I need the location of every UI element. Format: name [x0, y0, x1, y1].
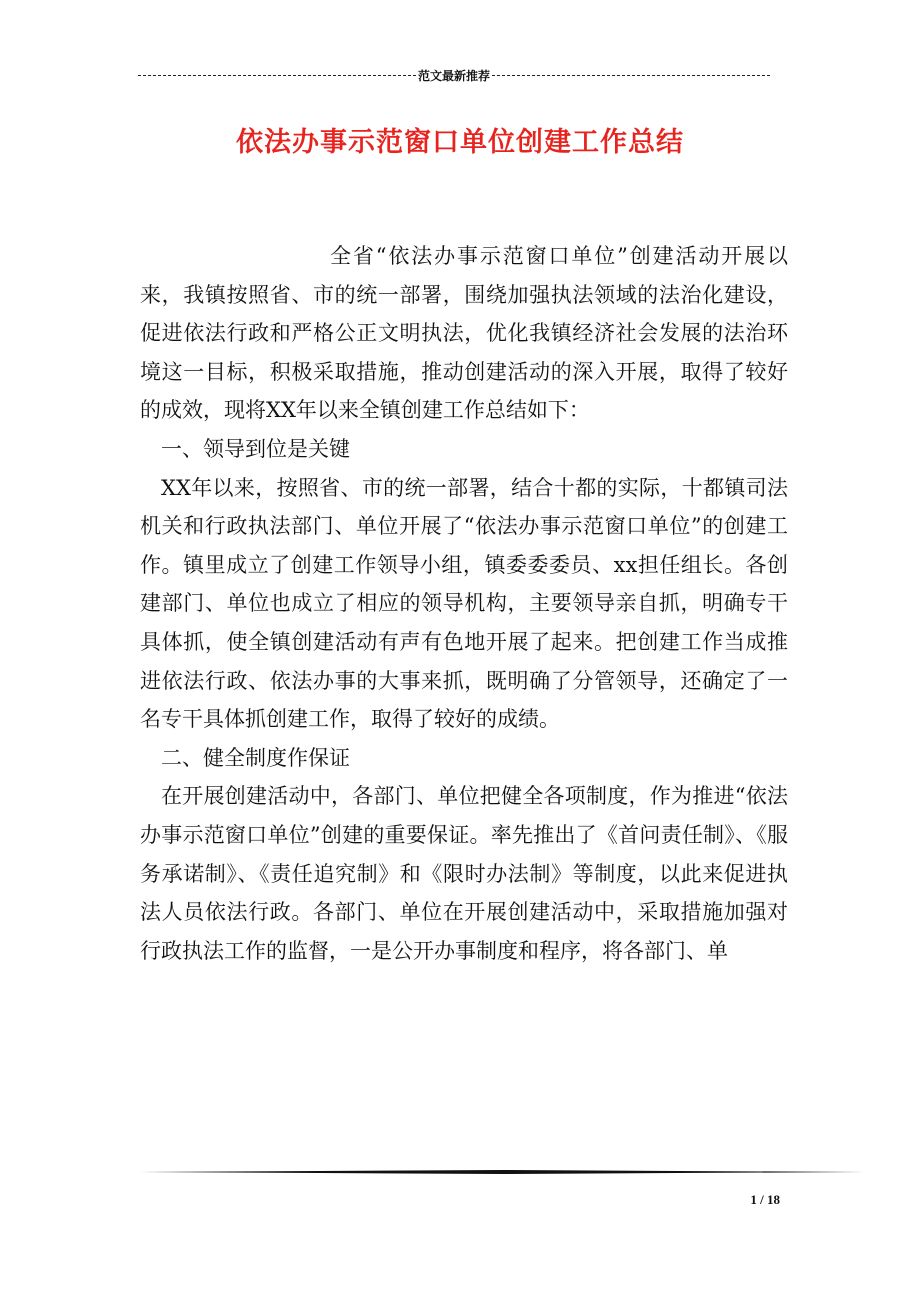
body-paragraph-1: XX年以来，按照省、市的统一部署，结合十都的实际，十都镇司法机关和行政执法部门、单位开展了“依法办事示范窗口单位”的创建工作。镇里成立了创建工作领导小组，镇委委委员、xx担任组长。各创建部门、单位也成立了相应的领导机构，主要领导亲自抓，明确专干具体抓，使全镇创建活动有声有色地开展了起来。把创建工作当成推进依法行政、依法办事的大事来抓，既明确了分管领导，还确定了一名专干具体抓创建工作，取得了较好的成绩。: [140, 475, 788, 732]
section-heading-1: 一、领导到位是关键: [161, 436, 350, 461]
header-dash-left: [138, 75, 416, 76]
page-number: 1 / 18: [750, 1192, 780, 1207]
footer-rule-line: [140, 1170, 864, 1174]
document-title: 依法办事示范窗口单位创建工作总结: [236, 127, 684, 158]
running-header: [138, 66, 770, 84]
body-paragraph-2: 在开展创建活动中，各部门、单位把健全各项制度，作为推进“依法办事示范窗口单位”创建的重要保证。率先推出了《首问责任制》、《服务承诺制》、《责任追究制》和《限时办法制》等制度，以此来促进执法人员依法行政。各部门、单位在开展创建活动中，采取措施加强对行政执法工作的监督，一是公开办事制度和程序，将各部门、单: [140, 784, 788, 963]
section-heading-2: 二、健全制度作保证: [161, 745, 350, 770]
footer-rule: [140, 1170, 864, 1174]
header-label: 范文最新推荐: [418, 68, 491, 83]
document-body: [140, 237, 788, 970]
intro-paragraph: 全省“依法办事示范窗口单位”创建活动开展以来，我镇按照省、市的统一部署，围绕加强执法领域的法治化建设，促进依法行政和严格公正文明执法，优化我镇经济社会发展的法治环境这一目标，积极采取措施，推动创建活动的深入开展，取得了较好的成效，现将XX年以来全镇创建工作总结如下：: [140, 244, 788, 423]
header-dash-right: [492, 75, 770, 76]
